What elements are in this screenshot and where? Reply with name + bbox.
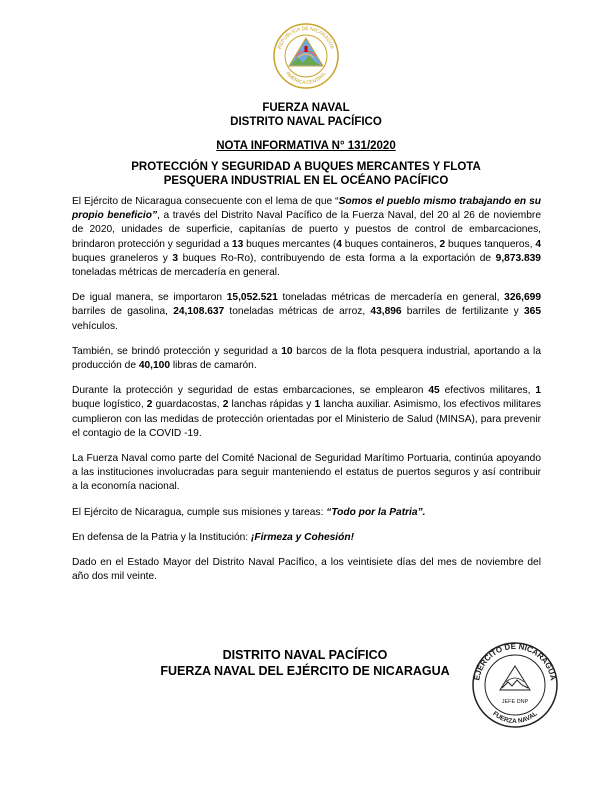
- header-line-2: DISTRITO NAVAL PACÍFICO: [230, 116, 382, 128]
- title-line-1: PROTECCIÓN Y SEGURIDAD A BUQUES MERCANTES Y FLOTA: [131, 161, 481, 173]
- paragraph-7: En defensa de la Patria y la Institución: ¡Firmeza y Cohesión!: [72, 531, 354, 543]
- svg-text:JEFE DNP: JEFE DNP: [501, 699, 529, 705]
- footer-line-1: DISTRITO NAVAL PACÍFICO: [222, 648, 388, 662]
- nota-title: [0, 140, 612, 152]
- paragraph-2: De igual manera, se importaron 15,052.521 toneladas métricas de mercadería en general, 326,699 barriles de gasolina, 24,108.637 toneladas métricas de arroz, 43,896 barriles de fertilizante y 365 vehículos.: [72, 292, 541, 332]
- title-line-2: PESQUERA INDUSTRIAL EN EL OCÉANO PACÍFICO: [163, 175, 449, 187]
- svg-text:EJÉRCITO DE NICARAGUA: EJÉRCITO DE NICARAGUA: [472, 641, 558, 682]
- nicaragua-coat-of-arms-icon: [272, 22, 340, 90]
- paragraph-5: La Fuerza Naval como parte del Comité Nacional de Seguridad Marítimo Portuaria, continúa apoyando a las instituciones involucradas para seguir manteniendo el estatus de puertos seguros y así contribuir a la economía nacional.: [72, 453, 541, 493]
- ejercito-de-nicaragua-stamp-icon: [470, 640, 560, 730]
- svg-text:REPÚBLICA DE NICARAGUA: REPÚBLICA DE NICARAGUA: [277, 25, 335, 50]
- paragraph-6: El Ejército de Nicaragua, cumple sus misiones y tareas: “Todo por la Patria”.: [72, 506, 426, 518]
- paragraph-8: Dado en el Estado Mayor del Distrito Naval Pacífico, a los veintisiete días del mes de noviembre del año dos mil veinte.: [72, 557, 541, 583]
- footer-line-2: FUERZA NAVAL DEL EJÉRCITO DE NICARAGUA: [160, 664, 450, 678]
- document-header: [0, 101, 612, 129]
- paragraph-4: Durante la protección y seguridad de estas embarcaciones, se emplearon 45 efectivos militares, 1 buque logístico, 2 guardacostas, 2 lanchas rápidas y 1 lancha auxiliar. Asimismo, los efectivos militares cumplieron con las medidas de protección orientadas por el Ministerio de Salud (MINSA), para prevenir el contagio de la COVID -19.: [72, 385, 542, 439]
- nota-title-text: NOTA INFORMATIVA N° 131/2020: [216, 140, 396, 152]
- paragraph-3: También, se brindó protección y seguridad a 10 barcos de la flota pesquera industrial, aportando a la producción de 40,100 libras de camarón.: [72, 345, 541, 372]
- document-title: [70, 160, 542, 188]
- svg-text:FUERZA NAVAL: FUERZA NAVAL: [491, 710, 539, 726]
- header-line-1: FUERZA NAVAL: [262, 102, 350, 114]
- signature-block: [130, 647, 480, 679]
- document-body: [72, 195, 541, 595]
- svg-text:AMÉRICA CENTRAL: AMÉRICA CENTRAL: [284, 70, 328, 87]
- paragraph-1: El Ejército de Nicaragua consecuente con el lema de que “Somos el pueblo mismo trabajando en su propio beneficio”, a través del Distrito Naval Pacífico de la Fuerza Naval, del 20 al 26 de noviembre de 2020, unidades de superficie, capitanías de puerto y puestos de control de embarcaciones, brindaron protección y seguridad a 13 buques mercantes (4 buques containeros, 2 buques tanqueros, 4 buques graneleros y 3 buques Ro-Ro), contribuyendo de esta forma a la exportación de 9,873.839 toneladas métricas de mercadería en general.: [72, 196, 542, 279]
